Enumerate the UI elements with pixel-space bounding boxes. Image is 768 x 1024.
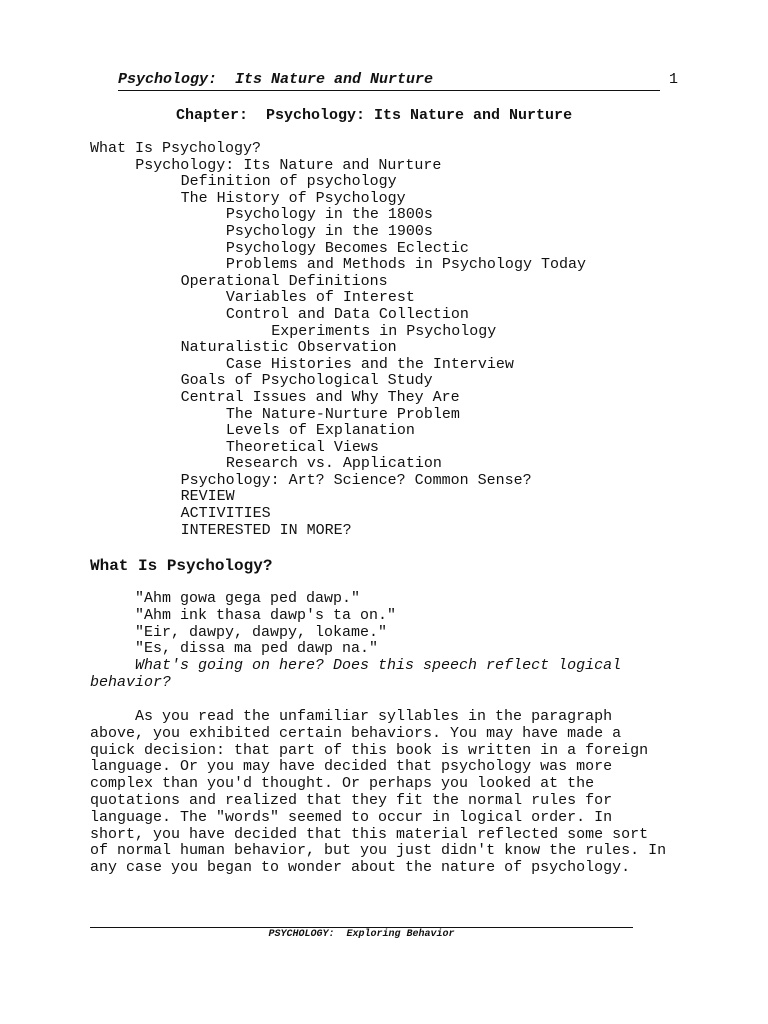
running-header — [118, 70, 660, 91]
quote-line: "Eir, dawpy, dawpy, lokame." — [135, 623, 388, 641]
toc-entry: Psychology Becomes Eclectic — [225, 239, 469, 257]
toc-entry: Central Issues and Why They Are — [180, 388, 460, 406]
toc-entry: Psychology in the 1900s — [225, 222, 433, 240]
toc-entry: Case Histories and the Interview — [225, 355, 514, 373]
toc-entry: What Is Psychology? — [90, 140, 262, 157]
toc-entry: REVIEW — [180, 488, 235, 506]
quote-line: "Ahm ink thasa dawp's ta on." — [135, 606, 397, 624]
quote-line: "Ahm gowa gega ped dawp." — [135, 590, 361, 607]
toc-entry: INTERESTED IN MORE? — [180, 521, 352, 539]
body-paragraph: As you read the unfamiliar syllables in the paragraph above, you exhibited certain behaviors. You may have made a quick decision: that part of this book is written in a foreign language. Or you may have decided that psychology was more complex than you'd thought. Or perhaps you looked at the quotations and realized that they fit the normal rules for language. The "words" seemed to occur in logical order. In short, you have decided that this material reflected some sort of normal human behavior, but you just didn't know the rules. In any case you began to wonder about the nature of psychology. — [90, 708, 667, 877]
toc-entry: Theoretical Views — [225, 438, 379, 456]
toc-entry: Naturalistic Observation — [180, 339, 397, 357]
toc-entry: Goals of Psychological Study — [180, 372, 433, 390]
toc-entry: The Nature-Nurture Problem — [225, 405, 460, 423]
running-header-title: Psychology: Its Nature and Nurture — [118, 71, 434, 88]
toc-entry: Definition of psychology — [180, 173, 397, 191]
toc-entry: The History of Psychology — [180, 189, 406, 207]
section-heading: What Is Psychology? — [90, 557, 273, 575]
quote-block — [90, 591, 670, 692]
quote-line: "Es, dissa ma ped dawp na." — [135, 640, 379, 658]
chapter-heading: Chapter: Psychology: Its Nature and Nurture — [176, 107, 573, 124]
toc-entry: Psychology: Its Nature and Nurture — [135, 156, 442, 174]
toc-entry: Control and Data Collection — [225, 305, 469, 323]
toc-entry: Psychology in the 1800s — [225, 206, 433, 224]
toc-entry: Psychology: Art? Science? Common Sense? — [180, 471, 532, 489]
footer-divider — [90, 927, 633, 928]
question-text: What's going on here? Does this speech reflect logical behavior? — [90, 657, 622, 691]
toc-entry: Problems and Methods in Psychology Today — [225, 256, 586, 274]
toc-entry: Levels of Explanation — [225, 422, 415, 440]
toc-entry: Experiments in Psychology — [271, 322, 497, 340]
page-number: 1 — [669, 71, 679, 88]
toc-entry: Variables of Interest — [225, 289, 415, 307]
table-of-contents — [90, 141, 586, 539]
toc-entry: Research vs. Application — [225, 455, 442, 473]
toc-entry: Operational Definitions — [180, 272, 388, 290]
footer-text: PSYCHOLOGY: Exploring Behavior — [268, 929, 455, 940]
toc-entry: ACTIVITIES — [180, 505, 271, 523]
